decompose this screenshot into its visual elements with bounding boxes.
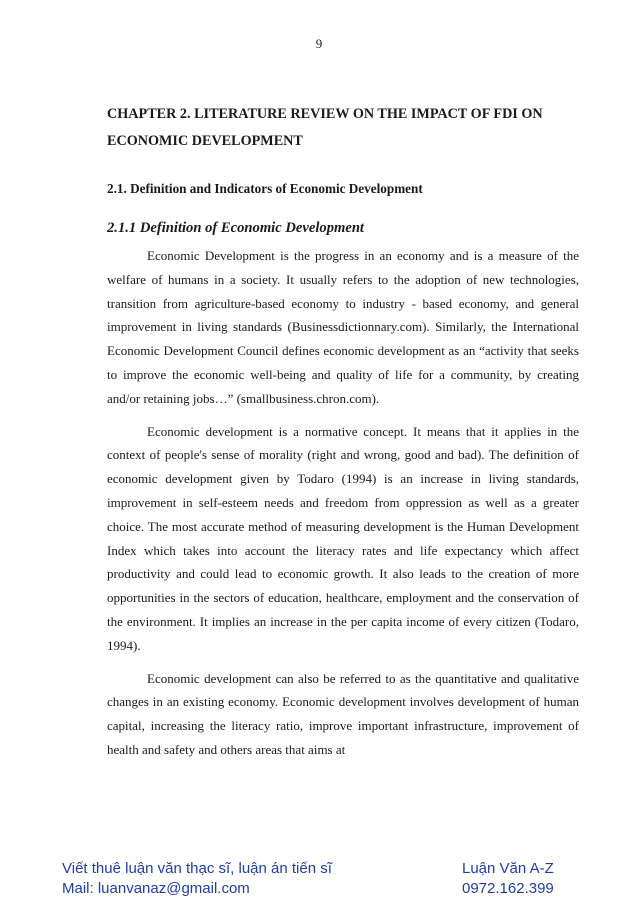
footer-service-text: Viết thuê luận văn thạc sĩ, luận án tiến sĩ bbox=[62, 860, 332, 877]
page-number: 9 bbox=[315, 36, 323, 51]
footer-brand: Luận Văn A-Z bbox=[462, 860, 554, 877]
footer-line-2 bbox=[62, 879, 572, 899]
paragraph: Economic development is a normative concept. It means that it applies in the context of people's sense of morality (right and wrong, good and bad). The definition of economic development given by Todaro (1994) is an increase in living standards, improvement in self-esteem needs and freedom from oppression as well as a greater choice. The most accurate method of measuring development is the Human Development Index which takes into account the literacy rates and life expectancy which affect productivity and could lead to economic growth. It also leads to the creation of more opportunities in the sectors of education, healthcare, employment and the conservation of the environment. It implies an increase in the per capita income of every citizen (Todaro, 1994). bbox=[107, 423, 579, 653]
body-text bbox=[107, 244, 579, 771]
paragraph: Economic Development is the progress in an economy and is a measure of the welfare of humans in a society. It usually refers to the adoption of new technologies, transition from agriculture-based economy to industry - based economy, and general improvement in living standards (Businessdictionnary.com). Similarly, the International Economic Development Council defines economic development as an “activity that seeks to improve the economic well-being and quality of life for a community, by creating and/or retaining jobs…” (smallbusiness.chron.com). bbox=[107, 248, 579, 406]
footer-email: Mail: luanvanaz@gmail.com bbox=[62, 880, 250, 897]
section-heading: 2.1. Definition and Indicators of Economic Development bbox=[107, 181, 423, 196]
subsection-heading: 2.1.1 Definition of Economic Development bbox=[107, 220, 364, 236]
footer-phone: 0972.162.399 bbox=[462, 880, 554, 897]
chapter-title: CHAPTER 2. LITERATURE REVIEW ON THE IMPACT OF FDI ON ECONOMIC DEVELOPMENT bbox=[107, 106, 543, 149]
footer-line-1 bbox=[62, 859, 572, 879]
paragraph: Economic development can also be referred to as the quantitative and qualitative changes in an existing economy. Economic development involves development of human capital, increasing the literacy ratio, improve important infrastructure, improvement of health and safety and others areas that aims at bbox=[107, 670, 579, 757]
